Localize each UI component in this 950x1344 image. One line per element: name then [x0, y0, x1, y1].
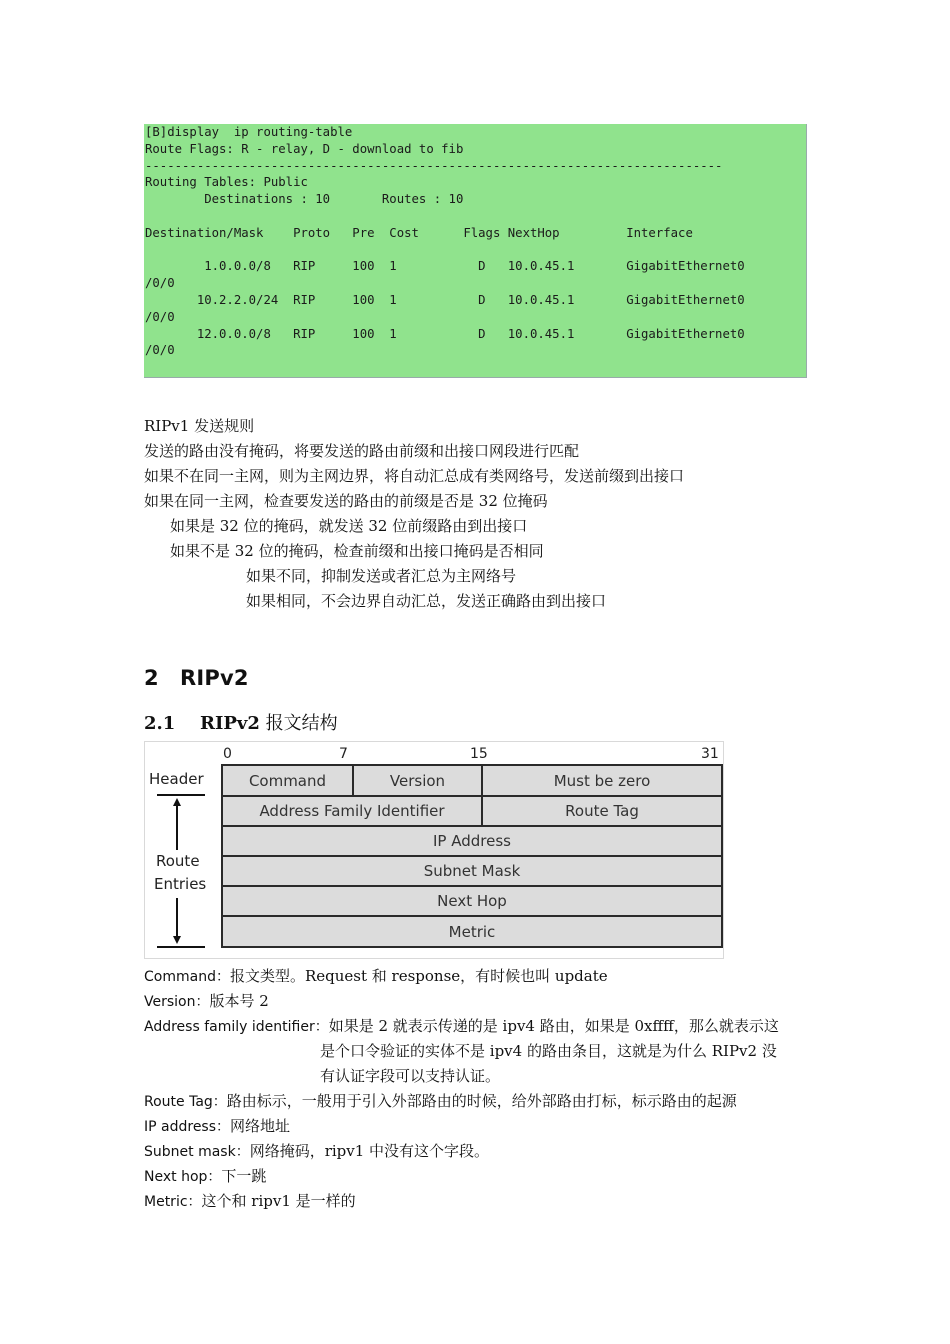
- section-heading: [144, 666, 249, 690]
- subsection-number: 2.1: [144, 713, 176, 734]
- field-description: [144, 1189, 356, 1215]
- field-description-continuation: 是个口令验证的实体不是 ipv4 的路由条目，这就是为什么 RIPv2 没: [320, 1042, 777, 1060]
- section-title: RIPv2: [180, 666, 249, 690]
- ip-address-field: IP Address: [221, 825, 723, 857]
- next-hop-field: Next Hop: [221, 885, 723, 917]
- field-description-term: Address family identifier：: [144, 1019, 329, 1035]
- field-description: [144, 989, 269, 1015]
- field-description-term: IP address：: [144, 1119, 231, 1135]
- subsection-title-cn: 报文结构: [265, 713, 338, 734]
- route-tag-field: Route Tag: [481, 795, 723, 827]
- field-description-continuation: 有认证字段可以支持认证。: [320, 1067, 501, 1085]
- field-description-text: 报文类型。Request 和 response，有时候也叫 update: [229, 967, 608, 985]
- field-description-text: 这个和 ripv1 是一样的: [201, 1192, 356, 1210]
- ripv1-rule-line: 如果不在同一主网，则为主网边界，将自动汇总成有类网络号，发送前缀到出接口: [144, 467, 685, 485]
- field-description-term: Version：: [144, 994, 210, 1010]
- header-label: Header: [149, 770, 204, 788]
- ripv1-rules-title: RIPv1 发送规则: [144, 417, 255, 435]
- version-field: Version: [352, 764, 483, 797]
- ripv2-packet-diagram: [144, 741, 724, 959]
- terminal-output: [144, 124, 807, 378]
- bit-label-0: 0: [223, 746, 232, 762]
- field-description: [144, 964, 608, 990]
- field-description-term: Next hop：: [144, 1169, 222, 1185]
- route-label: Route: [156, 852, 200, 870]
- command-field: Command: [221, 764, 354, 797]
- field-description: [144, 1164, 266, 1190]
- metric-field: Metric: [221, 915, 723, 948]
- field-description: [144, 1089, 737, 1115]
- field-description-text: 网络掩码，ripv1 中没有这个字段。: [249, 1142, 490, 1160]
- field-description-text: 下一跳: [221, 1167, 267, 1185]
- must-be-zero-field: Must be zero: [481, 764, 723, 797]
- field-description: [144, 1114, 290, 1140]
- field-description-term: Route Tag：: [144, 1094, 227, 1110]
- subsection-title-en: RIPv2: [200, 713, 260, 734]
- section-number: 2: [144, 666, 159, 690]
- field-description-text: 路由标示，一般用于引入外部路由的时候，给外部路由打标，标示路由的起源: [226, 1092, 737, 1110]
- field-description-term: Command：: [144, 969, 230, 985]
- ripv1-rule-line: 如果不是 32 位的掩码，检查前缀和出接口掩码是否相同: [170, 542, 544, 560]
- entries-label: Entries: [154, 875, 207, 893]
- field-description-text: 如果是 2 就表示传递的是 ipv4 路由，如果是 0xffff，那么就表示这: [328, 1017, 779, 1035]
- field-description: [144, 1139, 489, 1165]
- bit-label-7: 7: [339, 746, 348, 762]
- ripv1-rule-line: 如果相同，不会边界自动汇总，发送正确路由到出接口: [246, 592, 607, 610]
- bit-label-31: 31: [701, 746, 719, 762]
- bit-label-15: 15: [470, 746, 488, 762]
- field-description: [144, 1014, 779, 1040]
- ripv1-rule-line: 如果在同一主网，检查要发送的路由的前缀是否是 32 位掩码: [144, 492, 548, 510]
- field-description-term: Metric：: [144, 1194, 202, 1210]
- terminal-text: [B]display ip routing-table Route Flags: R - relay, D - download to fib ------------------------------------------------------------------------------ Routing Tables: Public Destinations : 10 Routes : 10 Destination/Mask Proto Pre Cost Flags NextHop Interface 1.0.0.0/8 RIP 100 1 D 10.0.45.1 GigabitEthernet0 /0/0 10.2.2.0/24 RIP 100 1 D 10.0.45.1 GigabitEthernet0 /0/0 12.0.0.0/8 RIP 100 1 D 10.0.45.1 GigabitEthernet0 /0/0: [145, 125, 745, 358]
- address-family-identifier-field: Address Family Identifier: [221, 795, 483, 827]
- subsection-heading: [144, 709, 338, 735]
- route-entries-arrow: [145, 742, 225, 960]
- ripv1-rule-line: 如果不同，抑制发送或者汇总为主网络号: [246, 567, 517, 585]
- ripv1-rule-line: 发送的路由没有掩码，将要发送的路由前缀和出接口网段进行匹配: [144, 442, 580, 460]
- field-description-term: Subnet mask：: [144, 1144, 250, 1160]
- subnet-mask-field: Subnet Mask: [221, 855, 723, 887]
- ripv1-rule-line: 如果是 32 位的掩码，就发送 32 位前缀路由到出接口: [170, 517, 528, 535]
- field-description-text: 版本号 2: [209, 992, 269, 1010]
- field-description-text: 网络地址: [230, 1117, 291, 1135]
